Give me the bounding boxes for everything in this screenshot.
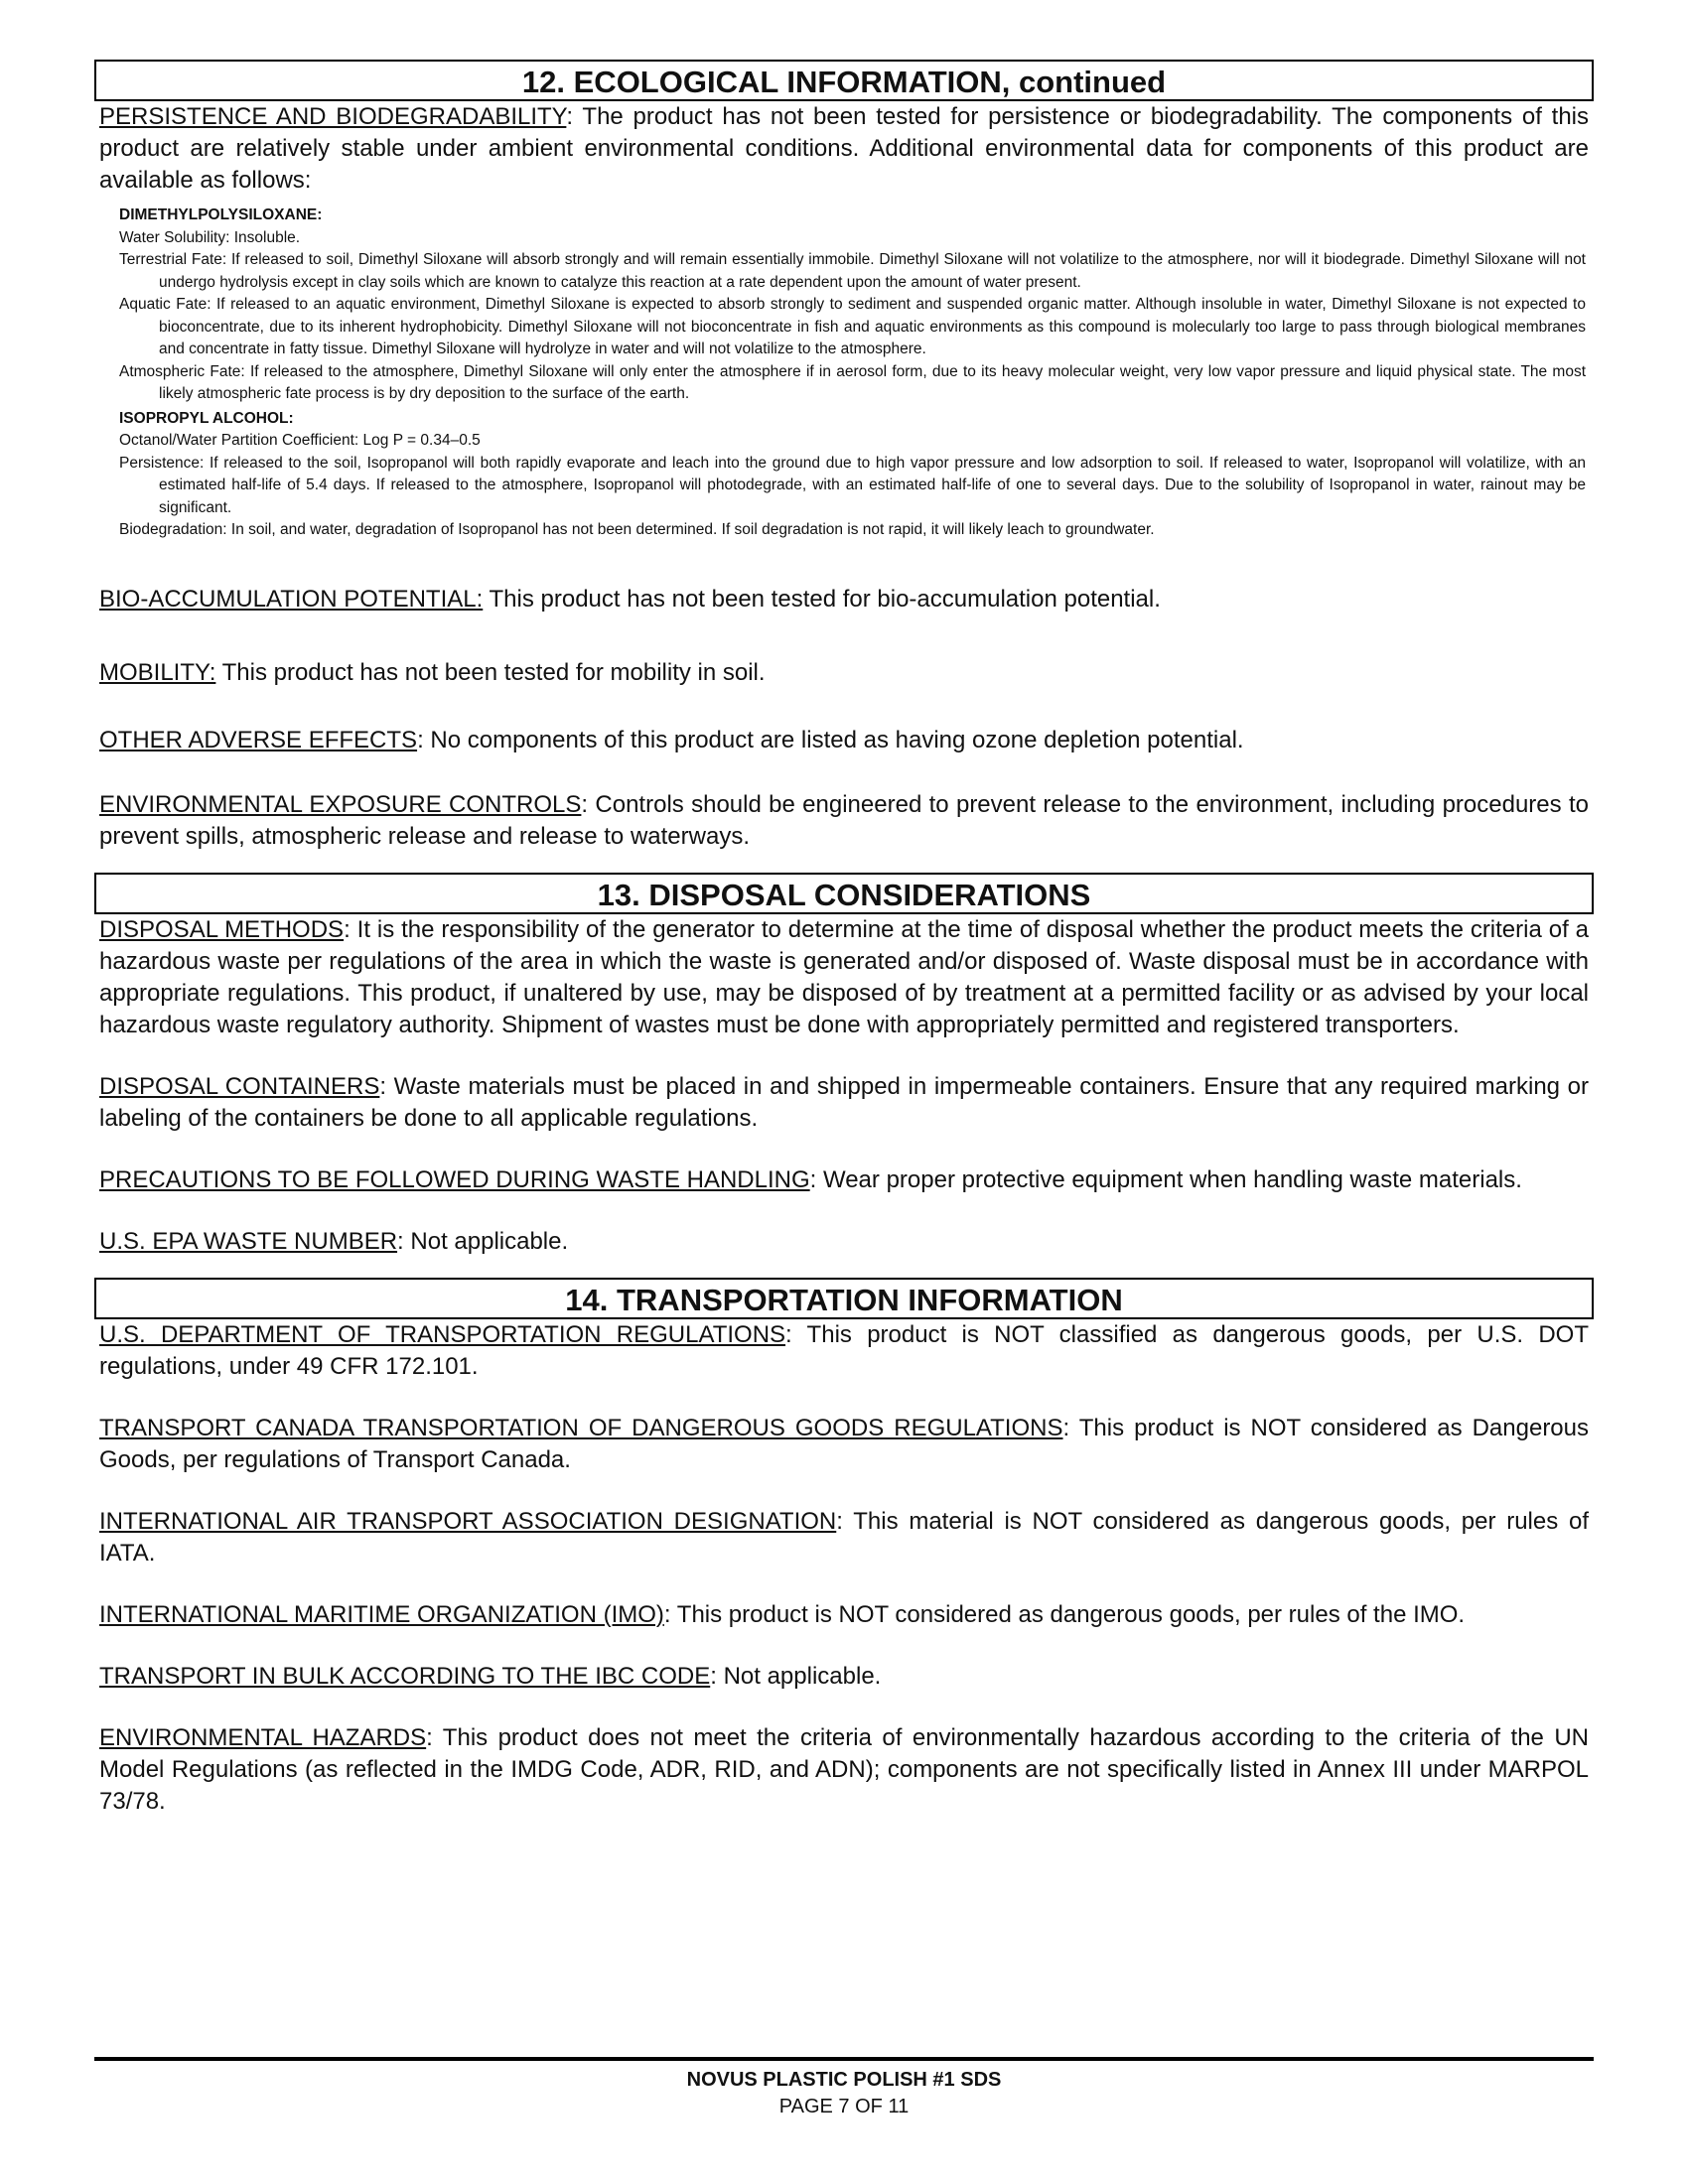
env-hazards-label: ENVIRONMENTAL HAZARDS xyxy=(99,1723,427,1751)
persistence-paragraph xyxy=(99,101,1589,197)
bioaccumulation-paragraph xyxy=(99,584,1589,615)
precautions-paragraph xyxy=(99,1164,1589,1196)
isopropyl-persistence: Persistence: If released to the soil, Isopropanol will both rapidly evaporate and leach into the ground due to high vapor pressure and low adsorption to soil. If released to water, Isopropanol will volatilize, with an estimated half-life of 5.4 days. If released to the atmosphere, Isopropanol will photodegrade, with an estimated half-life of one to several days. Due to the solubility of Isopropanol in water, rainout may be significant. xyxy=(119,454,1586,516)
dimethyl-aquatic: Aquatic Fate: If released to an aquatic environment, Dimethyl Siloxane is expected to absorb strongly to sediment and suspended organic matter. Although insoluble in water, Dimethyl Siloxane is not expected to bioconcentrate, due to its inherent hydrophobicity. Dimethyl Siloxane will not bioconcentrate in fish and aquatic environments as this compound is molecularly too large to pass through biological membranes and concentrate in fatty tissue. Dimethyl Siloxane will hydrolyze in water and will not volatilize to the atmosphere. xyxy=(119,296,1586,357)
bioaccumulation-label: BIO-ACCUMULATION POTENTIAL: xyxy=(99,585,484,613)
disposal-methods-text: : It is the responsibility of the generator to determine at the time of disposal whether the product meets the criteria of a hazardous waste per regulations of the area in which the waste is generated and/or disposed of. Waste disposal must be in accordance with appropriate regulations. This product, if unaltered by use, may be disposed of by treatment at a permitted facility or as advised by your local hazardous waste regulatory authority. Shipment of wastes must be done with appropriately permitted and registered transporters. xyxy=(99,915,1590,1038)
other-effects-paragraph xyxy=(99,725,1589,756)
ibc-text: : Not applicable. xyxy=(710,1662,882,1690)
ibc-label: TRANSPORT IN BULK ACCORDING TO THE IBC CODE xyxy=(99,1662,711,1690)
canada-text: : This product is NOT considered as Dangerous Goods, per regulations of Transport Canada. xyxy=(99,1414,1590,1473)
isopropyl-octanol: Octanol/Water Partition Coefficient: Log P = 0.34–0.5 xyxy=(119,432,481,449)
dot-text: : This product is NOT classified as dangerous goods, per U.S. DOT regulations, under 49 CFR 172.101. xyxy=(99,1320,1589,1380)
env-hazards-text: : This product does not meet the criteria of environmentally hazardous according to the criteria of the UN Model Regulations (as reflected in the IMDG Code, ADR, RID, and ADN); components are not specifically listed in Annex III under MARPOL 73/78. xyxy=(99,1723,1589,1815)
dimethyl-heading: DIMETHYLPOLYSILOXANE: xyxy=(119,206,323,223)
page-footer xyxy=(94,2067,1594,2120)
imo-text: : This product is NOT considered as dangerous goods, per rules of the IMO. xyxy=(663,1600,1466,1628)
precautions-text: : Wear proper protective equipment when handling waste materials. xyxy=(809,1165,1522,1193)
dimethyl-water: Water Solubility: Insoluble. xyxy=(119,228,301,246)
persistence-label: PERSISTENCE AND BIODEGRADABILITY xyxy=(99,103,567,130)
bioaccumulation-text: This product has not been tested for bio-accumulation potential. xyxy=(483,585,1161,613)
footer-page-number: PAGE 7 OF 11 xyxy=(778,2096,910,2117)
env-exposure-paragraph xyxy=(99,789,1589,853)
disposal-containers-label: DISPOSAL CONTAINERS xyxy=(99,1072,380,1100)
precautions-label: PRECAUTIONS TO BE FOLLOWED DURING WASTE HANDLING xyxy=(99,1165,810,1193)
disposal-containers-paragraph xyxy=(99,1071,1589,1135)
canada-paragraph xyxy=(99,1413,1589,1476)
persistence-sep: : xyxy=(566,103,574,130)
dimethyl-terrestrial: Terrestrial Fate: If released to soil, Dimethyl Siloxane will absorb strongly and will remain essentially immobile. Dimethyl Siloxane will not volatilize to the atmosphere, nor will it biodegrade. Dimethyl Siloxane will not undergo hydrolysis except in clay soils which are known to catalyze this reaction at a rate dependent upon the amount of water present. xyxy=(119,251,1586,291)
epa-waste-text: : Not applicable. xyxy=(397,1227,569,1255)
iata-label: INTERNATIONAL AIR TRANSPORT ASSOCIATION DESIGNATION xyxy=(99,1507,837,1535)
isopropyl-heading: ISOPROPYL ALCOHOL: xyxy=(119,409,294,427)
env-hazards-paragraph xyxy=(99,1722,1589,1818)
mobility-text: This product has not been tested for mobility in soil. xyxy=(215,658,766,686)
disposal-methods-paragraph xyxy=(99,914,1589,1041)
ibc-paragraph xyxy=(99,1661,1589,1693)
iata-text: : This material is NOT considered as dangerous goods, per rules of IATA. xyxy=(99,1507,1589,1567)
imo-label: INTERNATIONAL MARITIME ORGANIZATION (IMO) xyxy=(99,1600,664,1628)
epa-waste-paragraph xyxy=(99,1226,1589,1258)
footer-divider xyxy=(94,2057,1594,2061)
other-effects-text: : No components of this product are listed as having ozone depletion potential. xyxy=(417,726,1244,753)
epa-waste-label: U.S. EPA WASTE NUMBER xyxy=(99,1227,398,1255)
disposal-containers-text: : Waste materials must be placed in and shipped in impermeable containers. Ensure that any required marking or labeling of the containers be done to all applicable regulations. xyxy=(99,1072,1590,1132)
mobility-paragraph xyxy=(99,657,1589,689)
component-data-block xyxy=(119,205,1586,542)
section-14-header: 14. TRANSPORTATION INFORMATION xyxy=(94,1278,1594,1319)
disposal-methods-label: DISPOSAL METHODS xyxy=(99,915,345,943)
section-13-header: 13. DISPOSAL CONSIDERATIONS xyxy=(94,873,1594,914)
dot-label: U.S. DEPARTMENT OF TRANSPORTATION REGULATIONS xyxy=(99,1320,786,1348)
canada-label: TRANSPORT CANADA TRANSPORTATION OF DANGEROUS GOODS REGULATIONS xyxy=(99,1414,1063,1441)
other-effects-label: OTHER ADVERSE EFFECTS xyxy=(99,726,418,753)
iata-paragraph xyxy=(99,1506,1589,1570)
isopropyl-biodegradation: Biodegradation: In soil, and water, degradation of Isopropanol has not been determined. If soil degradation is not rapid, it will likely leach to groundwater. xyxy=(119,521,1155,538)
footer-title: NOVUS PLASTIC POLISH #1 SDS xyxy=(686,2069,1002,2091)
env-exposure-label: ENVIRONMENTAL EXPOSURE CONTROLS xyxy=(99,790,582,818)
dimethyl-atmospheric: Atmospheric Fate: If released to the atmosphere, Dimethyl Siloxane will only enter the atmosphere if in aerosol form, due to its heavy molecular weight, very low vapor pressure and liquid physical state. The most likely atmospheric fate process is by dry deposition to the surface of the earth. xyxy=(119,362,1586,402)
section-12-header: 12. ECOLOGICAL INFORMATION, continued xyxy=(94,60,1594,101)
document-page xyxy=(94,60,1594,1818)
dot-paragraph xyxy=(99,1319,1589,1383)
mobility-label: MOBILITY: xyxy=(99,658,216,686)
imo-paragraph xyxy=(99,1599,1589,1631)
persistence-text: The product has not been tested for persistence or biodegradability. The components of this product are relatively stable under ambient environmental conditions. Additional environmental data for components of this product are available as follows: xyxy=(99,103,1590,194)
env-exposure-text: : Controls should be engineered to prevent release to the environment, including procedures to prevent spills, atmospheric release and release to waterways. xyxy=(99,790,1589,850)
